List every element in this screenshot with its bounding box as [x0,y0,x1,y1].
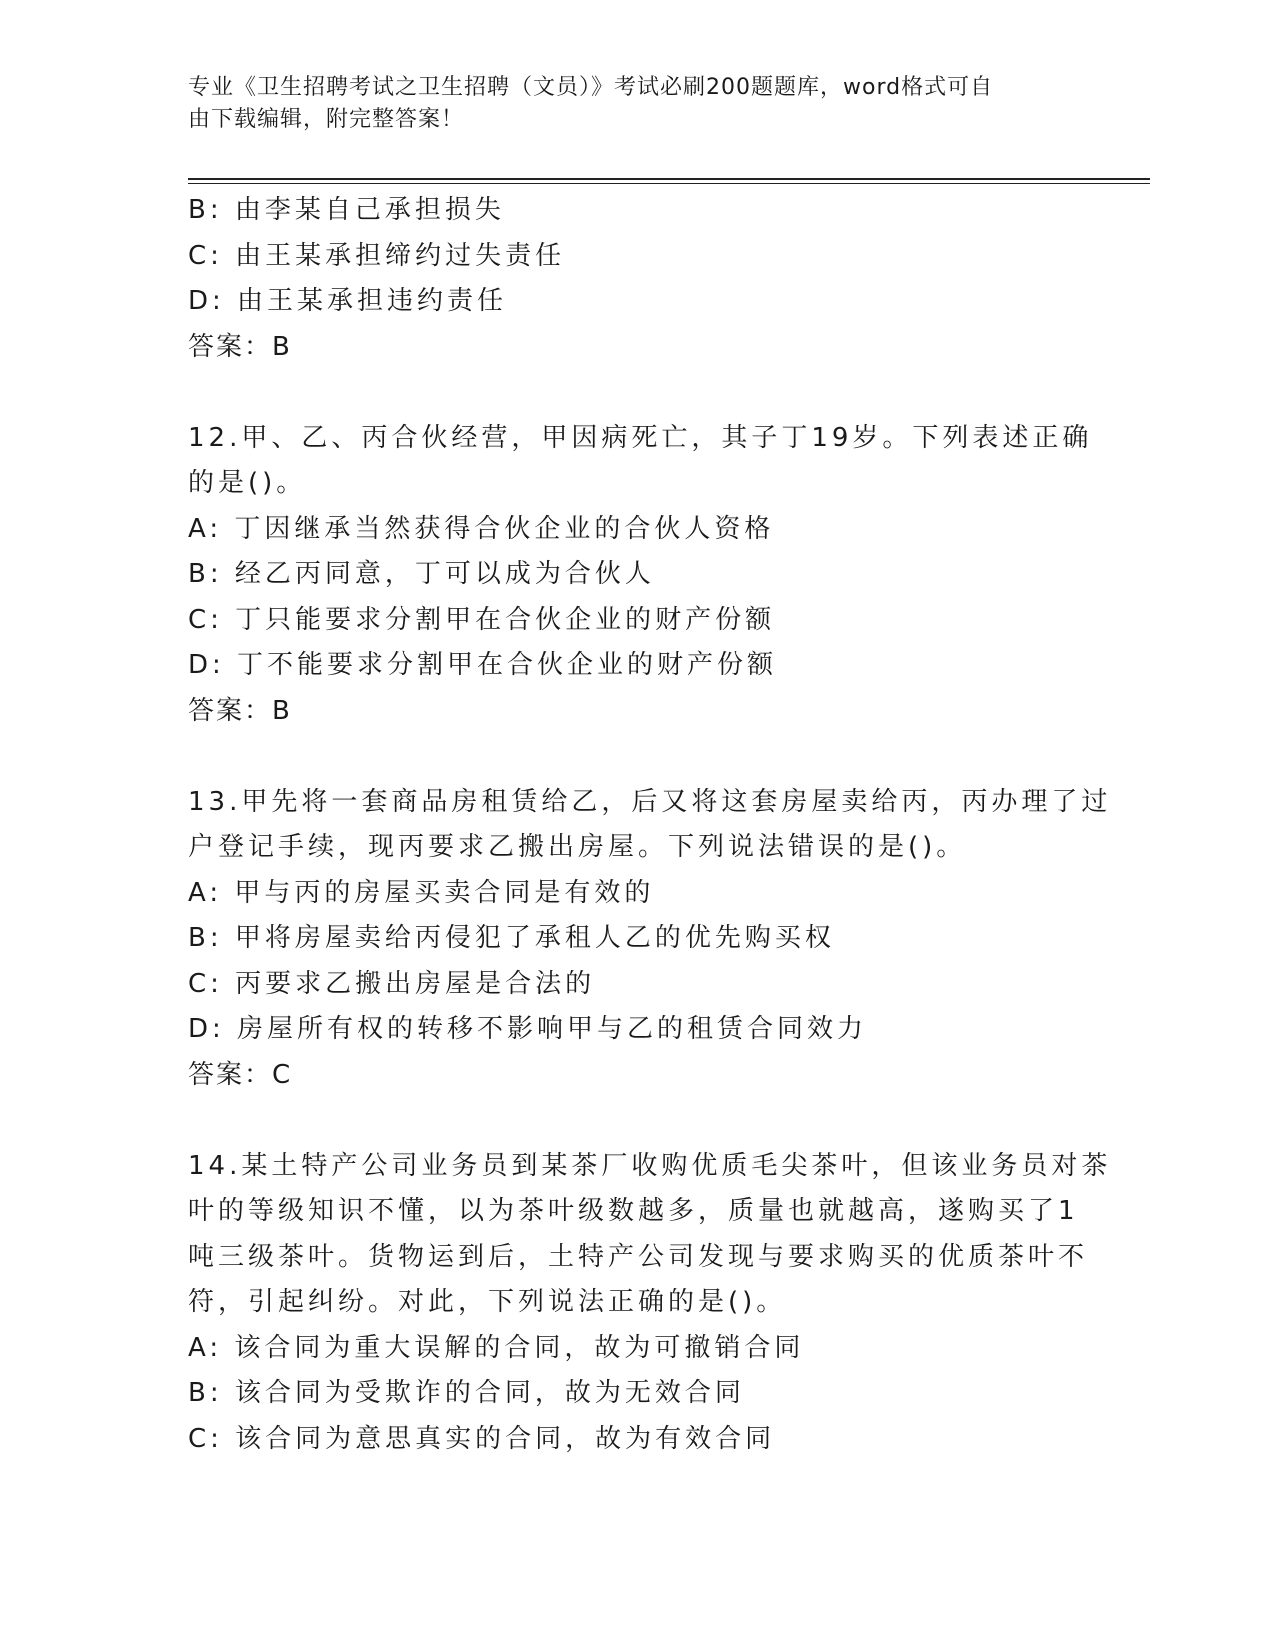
option-c: C: 丙要求乙搬出房屋是合法的 [188,968,596,999]
option-b: B: 该合同为受欺诈的合同，故为无效合同 [188,1378,745,1408]
question-stem-line: 吨三级茶叶。货物运到后，土特产公司发现与要求购买的优质茶叶不 [188,1241,1089,1272]
option-b: B: 由李某自己承担损失 [188,195,505,225]
spacer [188,1098,1088,1144]
question-stem-line: 13.甲先将一套商品房租赁给乙，后又将这套房屋卖给丙，丙办理了过 [188,786,1112,817]
header-line-2: 由下载编辑，附完整答案！ [188,107,465,132]
option-d: D: 房屋所有权的转移不影响甲与乙的租赁合同效力 [188,1014,868,1044]
answer: 答案：B [188,695,292,726]
spacer [188,370,1088,416]
option-b: B: 经乙丙同意，丁可以成为合伙人 [188,559,655,589]
option-a: A: 该合同为重大误解的合同，故为可撤销合同 [188,1332,805,1363]
option-c: C: 该合同为意思真实的合同，故为有效合同 [188,1423,776,1454]
option-d: D: 由王某承担违约责任 [188,286,508,316]
question-stem-line: 户登记手续，现丙要求乙搬出房屋。下列说法错误的是()。 [188,832,967,862]
question-stem-line: 叶的等级知识不懂，以为茶叶级数越多，质量也就越高，遂购买了1 [188,1196,1079,1226]
option-a: A: 丁因继承当然获得合伙企业的合伙人资格 [188,513,775,544]
question-stem-line: 的是()。 [188,468,307,498]
answer: 答案：B [188,331,292,362]
question-13 [188,780,1112,1099]
option-a: A: 甲与丙的房屋买卖合同是有效的 [188,877,655,908]
header-line-1: 专业《卫生招聘考试之卫生招聘（文员）》考试必刷200题题库，word格式可自 [188,75,994,100]
option-c: C: 丁只能要求分割甲在合伙企业的财产份额 [188,604,776,635]
question-content [188,188,1112,1462]
question-stem-line: 符，引起纠纷。对此，下列说法正确的是()。 [188,1287,787,1317]
question-stem-line: 14.某土特产公司业务员到某茶厂收购优质毛尖茶叶，但该业务员对茶 [188,1150,1112,1181]
question-11 [188,188,1088,370]
page-header [188,72,1088,136]
option-d: D: 丁不能要求分割甲在合伙企业的财产份额 [188,650,778,680]
option-c: C: 由王某承担缔约过失责任 [188,240,566,271]
question-stem-line: 12.甲、乙、丙合伙经营，甲因病死亡，其子丁19岁。下列表述正确 [188,422,1093,453]
question-14 [188,1144,1112,1463]
option-b: B: 甲将房屋卖给丙侵犯了承租人乙的优先购买权 [188,923,835,953]
header-rule-thick [188,178,1150,180]
header-rule-thin [188,183,1150,184]
answer: 答案：C [188,1059,293,1090]
spacer [188,734,1088,780]
question-12 [188,416,1093,735]
